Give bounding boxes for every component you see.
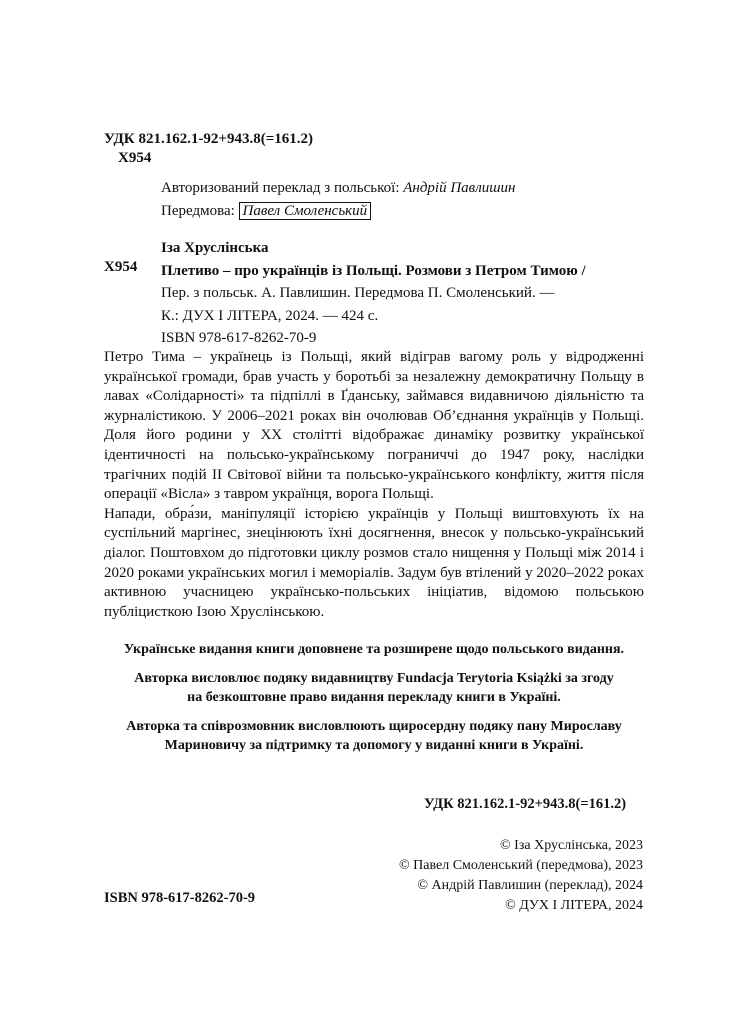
translator-name: Андрій Павлишин xyxy=(403,180,516,196)
translation-label: Авторизований переклад з польської: xyxy=(161,180,400,196)
author-mark: Х954 xyxy=(118,150,152,166)
catalog-title: Плетиво – про українців із Польщі. Розмови з Петром Тимою / xyxy=(161,262,586,279)
translation-credit xyxy=(161,180,516,197)
annotation-paragraph: Напади, обра́зи, маніпуляції історією українців у Польщі виштовхують їх на суспільний маргінес, знецінюють їхні досягнення, внесок у польсько-український діалог. Поштовхом до підготовки циклу розмов стало нищення у Польщі між 2014 і 2020 роками українських могил і меморіалів. Задум був втілений у 2020–2022 роках активною учасницею українсько-польських ініціатив, відомою польською публіцисткою Ізою Хруслінською. xyxy=(104,505,644,620)
catalog-record xyxy=(161,237,681,350)
catalog-author: Іза Хруслінська xyxy=(161,240,269,256)
udk-header xyxy=(104,130,313,168)
acknowledgement-person xyxy=(104,717,644,755)
acknowledgement-line: Авторка висловлює подяку видавництву Fundacja Terytoria Książki за згоду xyxy=(134,671,614,686)
udk-code: УДК 821.162.1-92+943.8(=161.2) xyxy=(104,131,314,147)
preface-credit xyxy=(161,203,371,220)
acknowledgement-line: Авторка та співрозмовник висловлюють щиросердну подяку пану Мирославу xyxy=(126,719,622,734)
edition-note: Українське видання книги доповнене та розширене щодо польського видання. xyxy=(123,642,625,657)
isbn-footer: ISBN 978-617-8262-70-9 xyxy=(104,890,256,906)
catalog-author-mark: Х954 xyxy=(104,259,138,275)
acknowledgement-line: на безкоштовне право видання перекладу книги в Україні. xyxy=(187,690,561,705)
acknowledgement-publisher xyxy=(104,669,644,707)
preface-label: Передмова: xyxy=(161,203,235,219)
copyright-line: © Андрій Павлишин (переклад), 2024 xyxy=(417,878,643,893)
annotation xyxy=(104,348,644,622)
udk-footer: УДК 821.162.1-92+943.8(=161.2) xyxy=(424,796,627,812)
catalog-publisher-line: К.: ДУХ І ЛІТЕРА, 2024. — 424 с. xyxy=(161,307,379,324)
annotation-paragraph: Петро Тима – українець із Польщі, який відіграв вагому роль у відродженні української громади, брав участь у боротьбі за незалежну демократичну Польщу в лавах «Солідарності» та підпіллі в Ґданську, займався видавничою діяльністю та журналістикою. У 2006–2021 роках він очолював Об’єднання українців у Польщі. Доля його родини у XX столітті відображає динаміку розвитку української ідентичності на польсько-українському пограниччі до 1947 року, наслідки трагічних подій ІІ Світової війни та польсько-українського конфлікту, життя після операції «Вісла» з тавром українця, ворога Польщі. xyxy=(104,349,644,503)
catalog-isbn: ISBN 978-617-8262-70-9 xyxy=(161,330,317,346)
edition-notes xyxy=(104,640,644,765)
copyright-block xyxy=(399,836,643,916)
acknowledgement-line: Мариновичу за підтримку та допомогу у виданні книги в Україні. xyxy=(164,738,584,753)
copyright-line: © Іза Хруслінська, 2023 xyxy=(500,838,643,853)
copyright-line: © Павел Смоленський (передмова), 2023 xyxy=(399,858,643,873)
copyright-line: © ДУХ І ЛІТЕРА, 2024 xyxy=(505,898,643,913)
preface-author-name: Павел Смоленський xyxy=(239,202,372,220)
catalog-translation-line: Пер. з польськ. А. Павлишин. Передмова П. Смоленський. — xyxy=(161,285,555,301)
